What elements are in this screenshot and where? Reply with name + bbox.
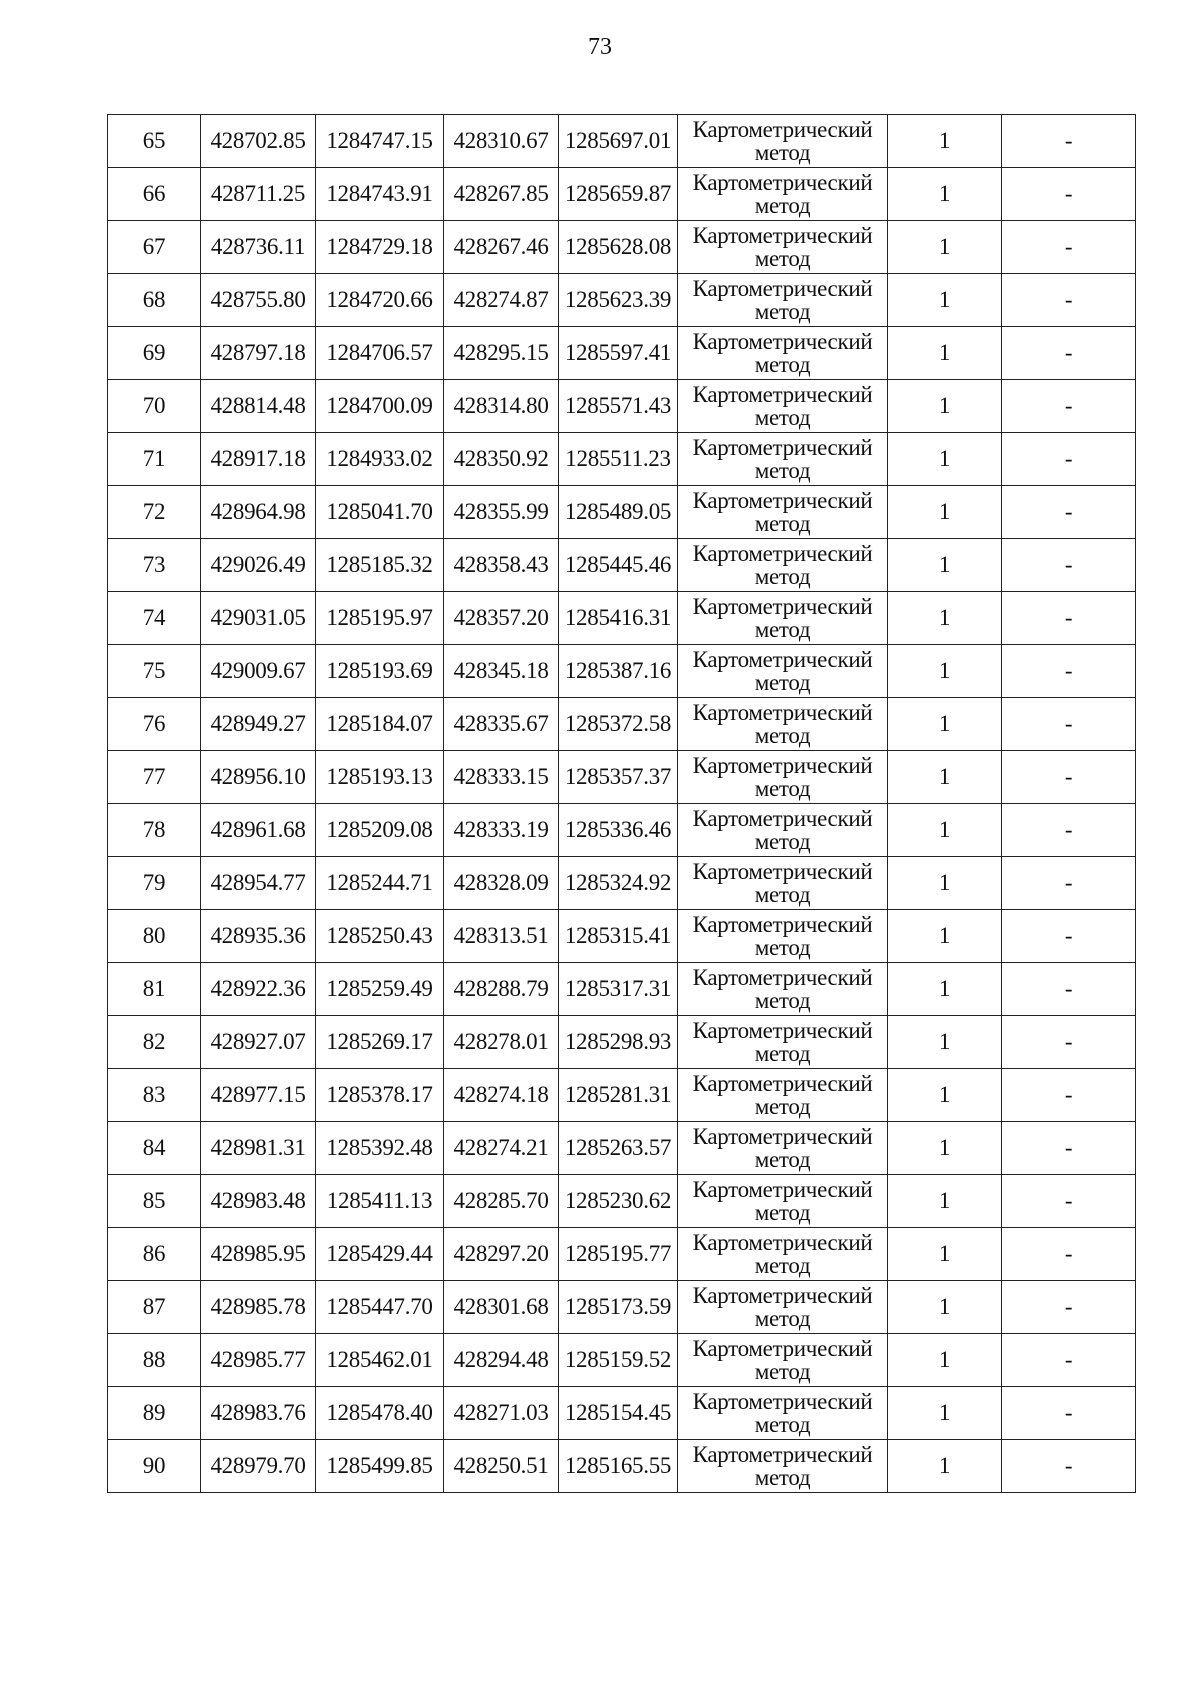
y-coordinate-cell: 1285462.01 [316, 1334, 444, 1387]
accuracy-cell: 1 [888, 327, 1002, 380]
table-row [108, 1122, 1136, 1175]
y-coordinate-cell: 1284729.18 [316, 221, 444, 274]
method-text: Картометрический [692, 912, 873, 937]
y-coordinate-2-cell: 1285173.59 [559, 1281, 678, 1334]
x-coordinate-cell: 428985.78 [201, 1281, 316, 1334]
table-row [108, 327, 1136, 380]
point-number-cell: 85 [108, 1175, 201, 1228]
x-coordinate-cell: 428985.77 [201, 1334, 316, 1387]
y-coordinate-cell: 1284933.02 [316, 433, 444, 486]
table-row [108, 274, 1136, 327]
accuracy-cell: 1 [888, 380, 1002, 433]
x-coordinate-2-cell: 428333.15 [444, 751, 559, 804]
y-coordinate-cell: 1285184.07 [316, 698, 444, 751]
y-coordinate-cell: 1285250.43 [316, 910, 444, 963]
y-coordinate-2-cell: 1285281.31 [559, 1069, 678, 1122]
table-row [108, 698, 1136, 751]
note-cell: - [1002, 327, 1136, 380]
x-coordinate-2-cell: 428310.67 [444, 115, 559, 168]
y-coordinate-2-cell: 1285315.41 [559, 910, 678, 963]
x-coordinate-cell: 428985.95 [201, 1228, 316, 1281]
method-cell [678, 592, 888, 645]
table-row [108, 1175, 1136, 1228]
x-coordinate-2-cell: 428285.70 [444, 1175, 559, 1228]
note-cell: - [1002, 751, 1136, 804]
method-text: Картометрический [692, 329, 873, 354]
method-cell [678, 168, 888, 221]
method-text: метод [754, 1200, 811, 1225]
point-number-cell: 68 [108, 274, 201, 327]
x-coordinate-cell: 428814.48 [201, 380, 316, 433]
y-coordinate-2-cell: 1285324.92 [559, 857, 678, 910]
note-cell: - [1002, 1016, 1136, 1069]
method-text: метод [754, 299, 811, 324]
point-number-cell: 76 [108, 698, 201, 751]
y-coordinate-cell: 1285478.40 [316, 1387, 444, 1440]
method-text: Картометрический [692, 435, 873, 460]
x-coordinate-2-cell: 428288.79 [444, 963, 559, 1016]
note-cell: - [1002, 221, 1136, 274]
method-cell [678, 698, 888, 751]
y-coordinate-2-cell: 1285597.41 [559, 327, 678, 380]
y-coordinate-cell: 1285041.70 [316, 486, 444, 539]
accuracy-cell: 1 [888, 857, 1002, 910]
x-coordinate-cell: 428956.10 [201, 751, 316, 804]
method-cell [678, 963, 888, 1016]
x-coordinate-2-cell: 428267.85 [444, 168, 559, 221]
note-cell: - [1002, 1281, 1136, 1334]
x-coordinate-cell: 428979.70 [201, 1440, 316, 1493]
y-coordinate-cell: 1285185.32 [316, 539, 444, 592]
method-text: метод [754, 193, 811, 218]
y-coordinate-cell: 1285193.69 [316, 645, 444, 698]
x-coordinate-cell: 428702.85 [201, 115, 316, 168]
method-text: Картометрический [692, 276, 873, 301]
method-cell [678, 1440, 888, 1493]
method-text: метод [754, 1465, 811, 1490]
y-coordinate-cell: 1285499.85 [316, 1440, 444, 1493]
accuracy-cell: 1 [888, 1387, 1002, 1440]
y-coordinate-cell: 1284743.91 [316, 168, 444, 221]
method-text: метод [754, 723, 811, 748]
note-cell: - [1002, 1175, 1136, 1228]
point-number-cell: 71 [108, 433, 201, 486]
y-coordinate-2-cell: 1285445.46 [559, 539, 678, 592]
accuracy-cell: 1 [888, 1175, 1002, 1228]
method-text: Картометрический [692, 806, 873, 831]
note-cell: - [1002, 486, 1136, 539]
accuracy-cell: 1 [888, 1281, 1002, 1334]
point-number-cell: 86 [108, 1228, 201, 1281]
method-text: метод [754, 670, 811, 695]
method-cell [678, 539, 888, 592]
method-text: Картометрический [692, 1389, 873, 1414]
note-cell: - [1002, 1387, 1136, 1440]
method-text: Картометрический [692, 859, 873, 884]
y-coordinate-2-cell: 1285571.43 [559, 380, 678, 433]
y-coordinate-2-cell: 1285165.55 [559, 1440, 678, 1493]
table-row [108, 539, 1136, 592]
y-coordinate-cell: 1285209.08 [316, 804, 444, 857]
point-number-cell: 79 [108, 857, 201, 910]
y-coordinate-cell: 1285447.70 [316, 1281, 444, 1334]
method-text: Картометрический [692, 753, 873, 778]
table-row [108, 751, 1136, 804]
x-coordinate-cell: 428961.68 [201, 804, 316, 857]
x-coordinate-2-cell: 428335.67 [444, 698, 559, 751]
y-coordinate-2-cell: 1285195.77 [559, 1228, 678, 1281]
note-cell: - [1002, 1228, 1136, 1281]
x-coordinate-2-cell: 428250.51 [444, 1440, 559, 1493]
method-cell [678, 1387, 888, 1440]
point-number-cell: 66 [108, 168, 201, 221]
method-cell [678, 1016, 888, 1069]
y-coordinate-2-cell: 1285416.31 [559, 592, 678, 645]
note-cell: - [1002, 963, 1136, 1016]
method-text: Картометрический [692, 1336, 873, 1361]
x-coordinate-2-cell: 428314.80 [444, 380, 559, 433]
method-text: метод [754, 1306, 811, 1331]
method-text: Картометрический [692, 1283, 873, 1308]
method-text: метод [754, 617, 811, 642]
note-cell: - [1002, 380, 1136, 433]
method-cell [678, 115, 888, 168]
x-coordinate-2-cell: 428350.92 [444, 433, 559, 486]
x-coordinate-2-cell: 428358.43 [444, 539, 559, 592]
y-coordinate-cell: 1285195.97 [316, 592, 444, 645]
method-cell [678, 1122, 888, 1175]
method-text: Картометрический [692, 382, 873, 407]
table-row [108, 857, 1136, 910]
table-row [108, 221, 1136, 274]
method-text: метод [754, 1359, 811, 1384]
accuracy-cell: 1 [888, 592, 1002, 645]
method-text: метод [754, 246, 811, 271]
method-text: Картометрический [692, 1071, 873, 1096]
y-coordinate-2-cell: 1285659.87 [559, 168, 678, 221]
note-cell: - [1002, 274, 1136, 327]
x-coordinate-2-cell: 428333.19 [444, 804, 559, 857]
method-text: метод [754, 352, 811, 377]
point-number-cell: 75 [108, 645, 201, 698]
method-text: метод [754, 564, 811, 589]
x-coordinate-cell: 428711.25 [201, 168, 316, 221]
x-coordinate-2-cell: 428274.21 [444, 1122, 559, 1175]
accuracy-cell: 1 [888, 645, 1002, 698]
method-text: Картометрический [692, 1230, 873, 1255]
coordinates-table [107, 114, 1136, 1493]
y-coordinate-2-cell: 1285230.62 [559, 1175, 678, 1228]
table-row [108, 804, 1136, 857]
x-coordinate-2-cell: 428267.46 [444, 221, 559, 274]
table-body [108, 115, 1136, 1493]
note-cell: - [1002, 1122, 1136, 1175]
method-text: Картометрический [692, 647, 873, 672]
point-number-cell: 77 [108, 751, 201, 804]
method-cell [678, 751, 888, 804]
point-number-cell: 74 [108, 592, 201, 645]
y-coordinate-2-cell: 1285628.08 [559, 221, 678, 274]
x-coordinate-cell: 428736.11 [201, 221, 316, 274]
accuracy-cell: 1 [888, 539, 1002, 592]
table-row [108, 433, 1136, 486]
x-coordinate-cell: 428917.18 [201, 433, 316, 486]
x-coordinate-2-cell: 428297.20 [444, 1228, 559, 1281]
method-text: метод [754, 829, 811, 854]
table-row [108, 1334, 1136, 1387]
method-text: метод [754, 1147, 811, 1172]
table-row [108, 380, 1136, 433]
x-coordinate-2-cell: 428313.51 [444, 910, 559, 963]
accuracy-cell: 1 [888, 698, 1002, 751]
x-coordinate-2-cell: 428271.03 [444, 1387, 559, 1440]
table-row [108, 1281, 1136, 1334]
accuracy-cell: 1 [888, 221, 1002, 274]
table-row [108, 1228, 1136, 1281]
point-number-cell: 83 [108, 1069, 201, 1122]
y-coordinate-cell: 1285411.13 [316, 1175, 444, 1228]
method-text: метод [754, 1253, 811, 1278]
x-coordinate-cell: 428755.80 [201, 274, 316, 327]
x-coordinate-cell: 428949.27 [201, 698, 316, 751]
table-row [108, 486, 1136, 539]
point-number-cell: 87 [108, 1281, 201, 1334]
y-coordinate-cell: 1284706.57 [316, 327, 444, 380]
note-cell: - [1002, 1440, 1136, 1493]
accuracy-cell: 1 [888, 433, 1002, 486]
y-coordinate-cell: 1285259.49 [316, 963, 444, 1016]
y-coordinate-cell: 1285244.71 [316, 857, 444, 910]
point-number-cell: 65 [108, 115, 201, 168]
method-text: Картометрический [692, 700, 873, 725]
x-coordinate-cell: 429026.49 [201, 539, 316, 592]
x-coordinate-cell: 428927.07 [201, 1016, 316, 1069]
table-row [108, 910, 1136, 963]
method-text: метод [754, 405, 811, 430]
method-text: Картометрический [692, 170, 873, 195]
table-row [108, 963, 1136, 1016]
table-row [108, 1387, 1136, 1440]
note-cell: - [1002, 1069, 1136, 1122]
note-cell: - [1002, 592, 1136, 645]
method-cell [678, 1228, 888, 1281]
method-cell [678, 1281, 888, 1334]
x-coordinate-2-cell: 428295.15 [444, 327, 559, 380]
accuracy-cell: 1 [888, 115, 1002, 168]
accuracy-cell: 1 [888, 910, 1002, 963]
table-row [108, 1069, 1136, 1122]
x-coordinate-2-cell: 428301.68 [444, 1281, 559, 1334]
method-text: Картометрический [692, 594, 873, 619]
y-coordinate-2-cell: 1285298.93 [559, 1016, 678, 1069]
y-coordinate-cell: 1285429.44 [316, 1228, 444, 1281]
accuracy-cell: 1 [888, 751, 1002, 804]
method-text: метод [754, 458, 811, 483]
accuracy-cell: 1 [888, 1122, 1002, 1175]
point-number-cell: 69 [108, 327, 201, 380]
method-text: метод [754, 1412, 811, 1437]
x-coordinate-2-cell: 428328.09 [444, 857, 559, 910]
point-number-cell: 73 [108, 539, 201, 592]
method-text: метод [754, 988, 811, 1013]
method-text: метод [754, 511, 811, 536]
method-cell [678, 380, 888, 433]
note-cell: - [1002, 1334, 1136, 1387]
note-cell: - [1002, 857, 1136, 910]
method-cell [678, 857, 888, 910]
table-row [108, 1440, 1136, 1493]
x-coordinate-cell: 428922.36 [201, 963, 316, 1016]
x-coordinate-cell: 428983.48 [201, 1175, 316, 1228]
note-cell: - [1002, 115, 1136, 168]
accuracy-cell: 1 [888, 963, 1002, 1016]
table-row [108, 1016, 1136, 1069]
note-cell: - [1002, 698, 1136, 751]
accuracy-cell: 1 [888, 1440, 1002, 1493]
y-coordinate-cell: 1284700.09 [316, 380, 444, 433]
method-text: метод [754, 1041, 811, 1066]
method-text: метод [754, 935, 811, 960]
note-cell: - [1002, 433, 1136, 486]
note-cell: - [1002, 910, 1136, 963]
point-number-cell: 80 [108, 910, 201, 963]
y-coordinate-2-cell: 1285263.57 [559, 1122, 678, 1175]
x-coordinate-2-cell: 428294.48 [444, 1334, 559, 1387]
method-cell [678, 327, 888, 380]
y-coordinate-cell: 1285392.48 [316, 1122, 444, 1175]
point-number-cell: 88 [108, 1334, 201, 1387]
page-number: 73 [588, 34, 612, 60]
y-coordinate-2-cell: 1285511.23 [559, 433, 678, 486]
accuracy-cell: 1 [888, 274, 1002, 327]
point-number-cell: 70 [108, 380, 201, 433]
accuracy-cell: 1 [888, 486, 1002, 539]
accuracy-cell: 1 [888, 1069, 1002, 1122]
x-coordinate-2-cell: 428345.18 [444, 645, 559, 698]
y-coordinate-2-cell: 1285317.31 [559, 963, 678, 1016]
table-row [108, 645, 1136, 698]
x-coordinate-cell: 428954.77 [201, 857, 316, 910]
method-cell [678, 433, 888, 486]
method-text: Картометрический [692, 117, 873, 142]
method-cell [678, 221, 888, 274]
point-number-cell: 84 [108, 1122, 201, 1175]
method-text: метод [754, 776, 811, 801]
y-coordinate-2-cell: 1285372.58 [559, 698, 678, 751]
note-cell: - [1002, 168, 1136, 221]
point-number-cell: 81 [108, 963, 201, 1016]
note-cell: - [1002, 804, 1136, 857]
y-coordinate-2-cell: 1285623.39 [559, 274, 678, 327]
y-coordinate-2-cell: 1285336.46 [559, 804, 678, 857]
x-coordinate-cell: 428981.31 [201, 1122, 316, 1175]
method-text: метод [754, 1094, 811, 1119]
method-cell [678, 804, 888, 857]
y-coordinate-cell: 1285193.13 [316, 751, 444, 804]
note-cell: - [1002, 645, 1136, 698]
x-coordinate-cell: 428964.98 [201, 486, 316, 539]
y-coordinate-cell: 1285378.17 [316, 1069, 444, 1122]
point-number-cell: 89 [108, 1387, 201, 1440]
y-coordinate-2-cell: 1285357.37 [559, 751, 678, 804]
x-coordinate-cell: 428983.76 [201, 1387, 316, 1440]
method-cell [678, 1175, 888, 1228]
table-row [108, 168, 1136, 221]
point-number-cell: 90 [108, 1440, 201, 1493]
x-coordinate-2-cell: 428274.87 [444, 274, 559, 327]
method-cell [678, 1334, 888, 1387]
y-coordinate-2-cell: 1285159.52 [559, 1334, 678, 1387]
table-row [108, 592, 1136, 645]
y-coordinate-2-cell: 1285387.16 [559, 645, 678, 698]
y-coordinate-2-cell: 1285489.05 [559, 486, 678, 539]
point-number-cell: 78 [108, 804, 201, 857]
method-text: Картометрический [692, 1018, 873, 1043]
note-cell: - [1002, 539, 1136, 592]
accuracy-cell: 1 [888, 1334, 1002, 1387]
x-coordinate-2-cell: 428274.18 [444, 1069, 559, 1122]
x-coordinate-cell: 429009.67 [201, 645, 316, 698]
x-coordinate-cell: 428977.15 [201, 1069, 316, 1122]
x-coordinate-2-cell: 428278.01 [444, 1016, 559, 1069]
method-text: Картометрический [692, 965, 873, 990]
accuracy-cell: 1 [888, 804, 1002, 857]
method-cell [678, 645, 888, 698]
method-text: Картометрический [692, 1442, 873, 1467]
method-cell [678, 910, 888, 963]
y-coordinate-2-cell: 1285697.01 [559, 115, 678, 168]
y-coordinate-cell: 1284747.15 [316, 115, 444, 168]
table-row [108, 115, 1136, 168]
y-coordinate-cell: 1285269.17 [316, 1016, 444, 1069]
method-text: Картометрический [692, 223, 873, 248]
accuracy-cell: 1 [888, 1016, 1002, 1069]
method-text: Картометрический [692, 1124, 873, 1149]
point-number-cell: 82 [108, 1016, 201, 1069]
method-text: Картометрический [692, 541, 873, 566]
x-coordinate-cell: 429031.05 [201, 592, 316, 645]
method-text: Картометрический [692, 488, 873, 513]
y-coordinate-cell: 1284720.66 [316, 274, 444, 327]
method-cell [678, 274, 888, 327]
method-text: Картометрический [692, 1177, 873, 1202]
method-cell [678, 1069, 888, 1122]
x-coordinate-cell: 428935.36 [201, 910, 316, 963]
method-text: метод [754, 140, 811, 165]
x-coordinate-2-cell: 428355.99 [444, 486, 559, 539]
point-number-cell: 67 [108, 221, 201, 274]
x-coordinate-2-cell: 428357.20 [444, 592, 559, 645]
point-number-cell: 72 [108, 486, 201, 539]
x-coordinate-cell: 428797.18 [201, 327, 316, 380]
accuracy-cell: 1 [888, 1228, 1002, 1281]
method-cell [678, 486, 888, 539]
method-text: метод [754, 882, 811, 907]
accuracy-cell: 1 [888, 168, 1002, 221]
y-coordinate-2-cell: 1285154.45 [559, 1387, 678, 1440]
